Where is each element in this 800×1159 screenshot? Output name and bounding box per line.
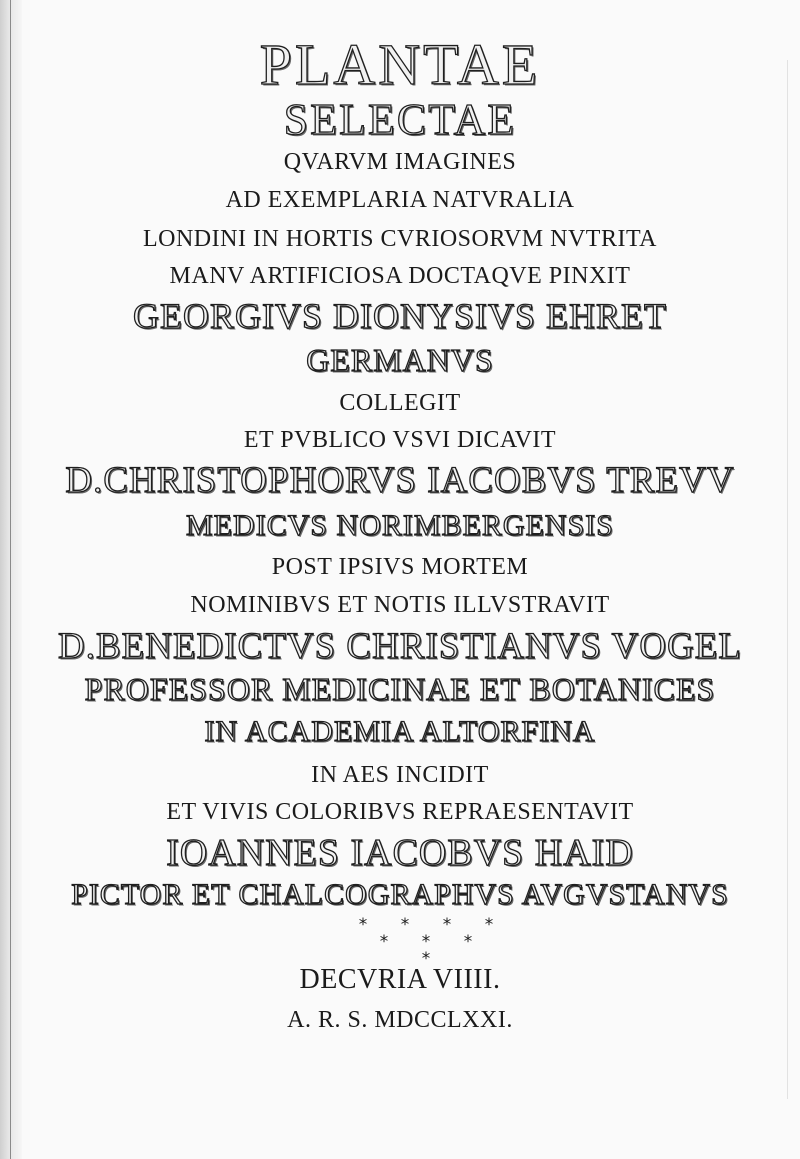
ornament-star: * <box>358 915 368 935</box>
line-germanus: GERMANVS <box>306 342 494 378</box>
line-year: A. R. S. MDCCLXXI. <box>287 1007 513 1033</box>
name-ehret: GEORGIVS DIONYSIVS EHRET <box>133 296 667 336</box>
line-quarum-imagines: QVARVM IMAGINES <box>283 149 517 175</box>
line-nominibus: NOMINIBVS ET NOTIS ILLVSTRAVIT <box>190 592 610 618</box>
line-academia-altorfina: IN ACADEMIA ALTORFINA <box>204 715 596 748</box>
line-medicus-norimbergensis: MEDICVS NORIMBERGENSIS <box>186 509 614 542</box>
line-collegit: COLLEGIT <box>339 390 461 416</box>
line-in-aes-incidit: IN AES INCIDIT <box>311 762 489 788</box>
line-ad-exemplaria: AD EXEMPLARIA NATVRALIA <box>225 187 575 213</box>
line-decuria: DECVRIA VIIII. <box>299 964 501 995</box>
line-londini: LONDINI IN HORTIS CVRIOSORVM NVTRITA <box>142 226 658 252</box>
main-title-plantae: PLANTAE <box>259 32 541 97</box>
line-pictor-chalcographus: PICTOR ET CHALCOGRAPHVS AVGVSTANVS <box>71 878 729 911</box>
line-post-ipsius: POST IPSIVS MORTEM <box>271 554 529 580</box>
line-manu-artificiosa: MANV ARTIFICIOSA DOCTAQVE PINXIT <box>169 263 631 289</box>
ornament-star: * <box>442 915 452 935</box>
name-vogel: D.BENEDICTVS CHRISTIANVS VOGEL <box>57 626 743 667</box>
name-haid: IOANNES IACOBVS HAID <box>166 832 634 874</box>
ornament-star: * <box>421 949 431 969</box>
line-et-publico: ET PVBLICO VSVI DICAVIT <box>243 427 557 453</box>
main-title-selectae: SELECTAE <box>283 95 517 144</box>
ornament-star: * <box>484 915 494 935</box>
line-et-vivis: ET VIVIS COLORIBVS REPRAESENTAVIT <box>166 799 634 825</box>
name-trew: D.CHRISTOPHORVS IACOBVS TREVV <box>65 460 735 501</box>
ornament-star: * <box>463 932 473 952</box>
ornament-star: * <box>421 932 431 952</box>
line-professor: PROFESSOR MEDICINAE ET BOTANICES <box>84 671 716 707</box>
ornament-star: * <box>400 915 410 935</box>
ornament-star: * <box>379 932 389 952</box>
